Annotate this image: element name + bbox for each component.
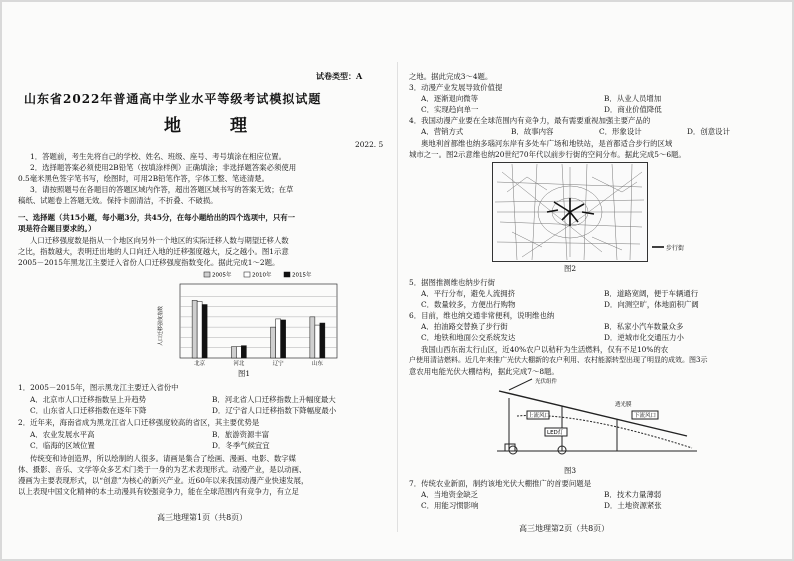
q2-option-b[interactable]: B．旅游资源丰富 [212, 430, 270, 439]
label-lower-vent: 下流风口 [634, 413, 657, 419]
x-tick-label: 山东 [311, 361, 323, 367]
question-6: 6．目前，维也纳交通非常便利，说明维也纳 [409, 311, 555, 320]
passage-line: 漫画为主要表现形式，以“创意”为核心的新兴产业。近60年以来我国动漫产业快速发展， [18, 476, 309, 485]
paper-type: 试卷类型：A [316, 71, 363, 81]
passage-line: 城市之一。图2示意维也纳20世纪70年代以前步行街的空间分布。据此完成5～6题。 [409, 150, 686, 159]
page-footer: 高三地理第2页（共8页） [519, 524, 610, 533]
intro-line: 之比，指数越大，表明迁出地的人口向迁入地的迁移强度越大，反之越小。图1示意 [18, 247, 289, 256]
q6-option-b[interactable]: B．私家小汽车数量众多 [604, 322, 684, 331]
q7-option-d[interactable]: D．土地资源紧张 [604, 501, 662, 510]
bar-山东-2010年 [315, 325, 320, 358]
passage-line: 意农用电能光伏大棚结构，据此完成7～8题。 [409, 367, 559, 376]
note-line: 2．选择题答案必须使用2B铅笔（按填涂样例）正确填涂；非选择题答案必须使用 [30, 163, 297, 172]
x-tick-label: 河北 [233, 361, 245, 367]
q1-option-b[interactable]: B．河北省人口迁移指数上升幅度最大 [212, 395, 336, 404]
q6-option-a[interactable]: A．拍油路交替换了步行街 [421, 322, 508, 331]
q3-option-c[interactable]: C．实现趋向单一 [421, 105, 479, 114]
bar-北京-2010年 [197, 301, 202, 358]
carry-over-line: 之地。据此完成3～4题。 [409, 72, 493, 81]
q1-option-a[interactable]: A．北京市人口迁移指数呈上升趋势 [30, 395, 147, 404]
passage-line: 户使用清洁燃料。近几年来推广光伏大棚新的农户利用、农村能源转型出现了明显的成效。图3示 [409, 356, 708, 364]
passage-line: 我国山西东南太行山区，近40%农户以秸秆为生活燃料，仅有不足10%的农 [421, 345, 669, 354]
q7-option-c[interactable]: C．用能习惯影响 [421, 501, 479, 510]
q1-option-d[interactable]: D．辽宁省人口迁移指数下降幅度最小 [212, 406, 337, 415]
x-tick-label: 辽宁 [272, 361, 284, 367]
legend-swatch [204, 272, 210, 277]
bar-辽宁-2005年 [271, 327, 276, 358]
q4-option-c[interactable]: C．形象设计 [599, 127, 642, 136]
q2-option-d[interactable]: D．冬季气候宜宜 [212, 441, 270, 450]
note-line: 1．答题前，考生先将自己的学校、姓名、班级、座号、考号填涂在相应位置。 [30, 152, 286, 161]
legend-swatch [244, 272, 250, 277]
q4-option-d[interactable]: D．创意设计 [687, 127, 730, 136]
q5-option-b[interactable]: B．道路宽阔，便于车辆通行 [604, 289, 699, 298]
figure-2-caption: 图2 [564, 264, 577, 273]
note-line: 3．请按照题号在各题目的答题区域内作答，超出答题区域书写的答案无效；在草 [30, 185, 294, 194]
legend-label: 2010年 [252, 272, 272, 279]
note-line: 0.5毫米黑色签字笔书写，绘图时，可用2B铅笔作答，字体工整、笔迹清楚。 [18, 174, 269, 183]
q2-option-a[interactable]: A．农业发展水平高 [30, 430, 95, 439]
figure-3-diagram [487, 376, 707, 466]
note-line: 稿纸、试题卷上答题无效。保持卡面清洁，不折叠、不破损。 [18, 196, 218, 205]
question-7: 7．传统农业新面，制约该地光伏大棚推广的首要问题是 [409, 479, 592, 488]
label-upper-vent: 上流风口 [528, 413, 551, 419]
exam-title: 山东省2022年普通高中学业水平等级考试模拟试题 [24, 92, 322, 106]
label-pv-module: 光伏组件 [535, 379, 558, 385]
q2-option-c[interactable]: C．临海的区域位置 [30, 441, 95, 450]
figure-3-caption: 图3 [564, 466, 577, 475]
figure-1-caption: 图1 [238, 369, 251, 378]
intro-line: 人口迁移强度数是指从一个地区向另外一个地区的实际迁移人数与期望迁移人数 [30, 236, 289, 245]
page-divider [397, 62, 398, 532]
exam-sheet [2, 2, 792, 559]
passage-line: 奥地利首都维也纳多瑙河东岸有多处车广场和地铁站，是首都适合步行的区域 [421, 139, 673, 148]
figure-1-chart [152, 268, 342, 368]
label-film: 透光膜 [615, 402, 632, 408]
q5-option-d[interactable]: D．向测空旷，体地面积广阔 [604, 300, 699, 309]
bar-河北-2015年 [241, 346, 246, 358]
q1-option-c[interactable]: C．山东省人口迁移指数在逐年下降 [30, 406, 147, 415]
bar-北京-2005年 [192, 300, 197, 358]
bar-辽宁-2010年 [276, 319, 281, 358]
label-led: LED灯 [547, 430, 564, 436]
exam-date: 2022. 5 [355, 140, 384, 149]
question-3: 3．动漫产业发展导致价值提 [409, 83, 503, 92]
x-tick-label: 北京 [194, 361, 206, 367]
passage-line: 传统变和诗创造界，所以绘制的人很多。请画是集合了绘画、漫画、电影、数字媒 [30, 454, 297, 463]
y-axis-label: 人口迁移强度指数 [158, 305, 164, 347]
legend-swatch [284, 272, 290, 277]
bar-山东-2015年 [320, 323, 325, 358]
section-heading: 一、选择题（共15小题，每小题3分，共45分，在每小题给出的四个选项中，只有一 [18, 213, 295, 222]
q7-option-b[interactable]: B．技术力量薄弱 [604, 490, 662, 499]
passage-line: 以上表现中国文化精神的本土动漫具有较强竞争力，能在全球范围内有竞争力，有立足 [18, 487, 299, 496]
page-2 [399, 2, 792, 559]
bar-辽宁-2015年 [281, 320, 286, 358]
q3-option-d[interactable]: D．商业价值降低 [604, 105, 662, 114]
bar-河北-2010年 [236, 347, 241, 358]
page-footer: 高三地理第1页（共8页） [157, 513, 248, 522]
bar-河北-2005年 [231, 347, 236, 358]
q5-option-a[interactable]: A．平行分布，避免人流拥挤 [421, 289, 516, 298]
q4-option-b[interactable]: B．故事内容 [511, 127, 554, 136]
bar-北京-2015年 [202, 305, 207, 358]
legend-label: 2015年 [292, 272, 312, 279]
figure-2-map [492, 162, 702, 262]
page-1 [2, 2, 397, 559]
map-legend-label: 步行街 [666, 245, 685, 252]
question-4: 4．我国动漫产业要在全球范围内有竞争力，最有需要重视加强主要产品的 [409, 116, 651, 125]
q5-option-c[interactable]: C．数量较多，方便出行购物 [421, 300, 516, 309]
question-2: 2．近年来，海南省成为黑龙江省人口迁移强度较高的省区，其主要优势是 [18, 418, 260, 427]
section-heading-cont: 项是符合题目要求的。） [18, 224, 96, 233]
question-1: 1．2005－2015年，图示黑龙江主要迁入省份中 [18, 383, 179, 392]
q7-option-a[interactable]: A．当地资金缺乏 [421, 490, 479, 499]
q3-option-b[interactable]: B．从业人员增加 [604, 94, 662, 103]
q4-option-a[interactable]: A．营销方式 [421, 127, 464, 136]
question-5: 5．据图推测维也纳步行街 [409, 278, 496, 287]
intro-line: 2005－2015年黑龙江主要迁入省份人口迁移强度指数变化。据此完成1～2题。 [18, 258, 280, 267]
bar-山东-2005年 [310, 317, 315, 358]
q3-option-a[interactable]: A．逐渐退向微等 [421, 94, 479, 103]
q6-option-d[interactable]: D．逆城市化交通压力小 [604, 333, 684, 342]
passage-line: 体、摄影、音乐、文学等众多艺术门类于一身的为艺术表现形式。动漫产业，是以动画、 [18, 465, 307, 474]
legend-label: 2005年 [212, 272, 232, 279]
subject-title: 地 理 [164, 116, 263, 136]
q6-option-c[interactable]: C．地铁和地面公交系统发达 [421, 333, 516, 342]
